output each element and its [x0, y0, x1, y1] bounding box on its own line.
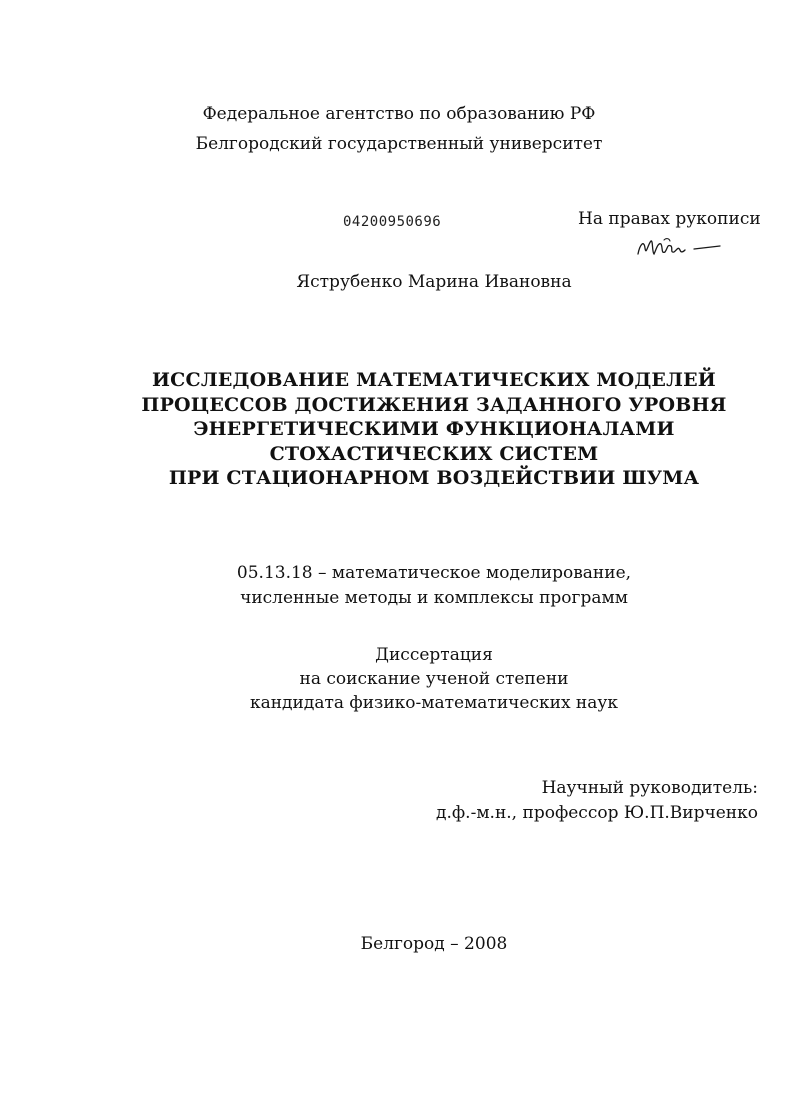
- inventory-number: 04200950696: [343, 214, 442, 230]
- title-line: ПРОЦЕССОВ ДОСТИЖЕНИЯ ЗАДАННОГО УРОВНЯ: [141, 394, 727, 416]
- title-line: СТОХАСТИЧЕСКИХ СИСТЕМ: [269, 443, 599, 465]
- supervisor-label: Научный руководитель:: [541, 778, 758, 798]
- org-university: Белгородский государственный университет: [195, 134, 603, 154]
- title-line: ПРИ СТАЦИОНАРНОМ ВОЗДЕЙСТВИИ ШУМА: [168, 467, 700, 489]
- title-line: ЭНЕРГЕТИЧЕСКИМИ ФУНКЦИОНАЛАМИ: [193, 418, 675, 440]
- dissertation-heading: Диссертация: [375, 645, 493, 665]
- specialty-line: 05.13.18 – математическое моделирование,: [236, 563, 632, 583]
- place-year: Белгород – 2008: [360, 934, 508, 954]
- author-name: Яструбенко Марина Ивановна: [296, 272, 572, 292]
- supervisor-name: д.ф.-м.н., профессор Ю.П.Вирченко: [436, 803, 758, 823]
- dissertation-field: кандидата физико-математических наук: [249, 693, 619, 713]
- title-line: ИССЛЕДОВАНИЕ МАТЕМАТИЧЕСКИХ МОДЕЛЕЙ: [152, 369, 716, 391]
- handwritten-signature-icon: [634, 232, 724, 264]
- rights-notice: На правах рукописи: [578, 209, 761, 229]
- specialty-line: численные методы и комплексы программ: [240, 588, 628, 608]
- org-agency: Федеральное агентство по образованию РФ: [202, 104, 596, 124]
- dissertation-degree: на соискание ученой степени: [299, 669, 569, 689]
